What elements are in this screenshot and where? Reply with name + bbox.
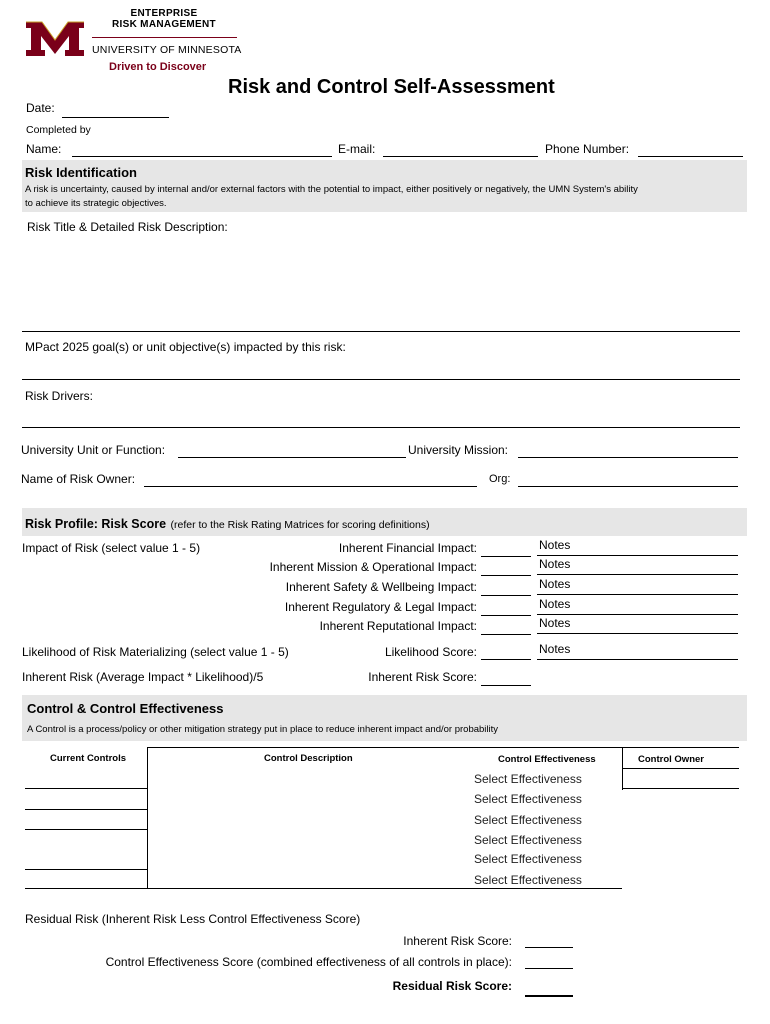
- inherent-risk-label: Inherent Risk (Average Impact * Likelihood)/5: [22, 670, 264, 684]
- date-underline: [62, 117, 169, 118]
- page-title: Risk and Control Self-Assessment: [228, 76, 555, 98]
- inherent-score-input[interactable]: [482, 668, 530, 684]
- impact-notes-underline-1: [537, 574, 738, 575]
- impact-notes-underline-0: [537, 555, 738, 556]
- likelihood-notes[interactable]: Notes: [539, 642, 571, 656]
- risk-description-textarea[interactable]: [26, 238, 740, 330]
- likelihood-score-label: Likelihood Score:: [384, 645, 477, 659]
- impact-label-3: Inherent Regulatory & Legal Impact:: [284, 600, 477, 614]
- residual-score-underline: [525, 995, 573, 997]
- controls-heading: Control & Control Effectiveness: [27, 701, 224, 716]
- likelihood-score-input[interactable]: [482, 643, 530, 659]
- impact-label-1: Inherent Mission & Operational Impact:: [269, 560, 477, 574]
- name-underline: [72, 156, 332, 157]
- risk-profile-note: (refer to the Risk Rating Matrices for scoring definitions): [170, 519, 430, 531]
- mission-underline: [518, 457, 738, 458]
- impact-score-input-1[interactable]: [482, 559, 530, 575]
- owner-header-line: [622, 768, 739, 769]
- effectiveness-select-4[interactable]: Select Effectiveness: [474, 852, 582, 866]
- mission-label: University Mission:: [408, 443, 509, 457]
- name-input[interactable]: [72, 141, 330, 157]
- phone-label: Phone Number:: [545, 142, 630, 156]
- impact-score-input-4[interactable]: [482, 618, 530, 634]
- impact-notes-2[interactable]: Notes: [539, 577, 571, 591]
- table-row-line-0: [25, 788, 148, 789]
- risk-drivers-label: Risk Drivers:: [25, 389, 93, 403]
- header-divider: [92, 37, 237, 38]
- tagline: Driven to Discover: [109, 61, 207, 73]
- impact-score-underline-3: [481, 615, 531, 616]
- risk-owner-label: Name of Risk Owner:: [21, 472, 136, 486]
- table-row-line-4: [25, 888, 148, 889]
- table-row-line-1: [25, 809, 148, 810]
- impact-label-2: Inherent Safety & Wellbeing Impact:: [285, 580, 477, 594]
- unit-underline: [178, 457, 406, 458]
- table-row-line-3: [25, 869, 148, 870]
- completed-by-label: Completed by: [26, 124, 91, 136]
- impact-label-4: Inherent Reputational Impact:: [319, 619, 477, 633]
- org-underline: [518, 486, 738, 487]
- risk-owner-input[interactable]: [144, 470, 476, 486]
- org-label: Org:: [489, 473, 511, 485]
- mpact-input[interactable]: [26, 358, 736, 376]
- impact-label-0: Inherent Financial Impact:: [338, 541, 477, 555]
- impact-notes-3[interactable]: Notes: [539, 597, 571, 611]
- table-divider-2: [622, 748, 623, 790]
- org-name: [104, 8, 224, 30]
- risk-drivers-input[interactable]: [26, 406, 736, 424]
- col-control-owner: Control Owner: [638, 754, 704, 765]
- effectiveness-select-0[interactable]: Select Effectiveness: [474, 772, 582, 786]
- impact-notes-1[interactable]: Notes: [539, 557, 571, 571]
- mpact-label: MPact 2025 goal(s) or unit objective(s) impacted by this risk:: [25, 340, 346, 354]
- name-label: Name:: [26, 142, 62, 156]
- table-row-line-2: [25, 829, 148, 830]
- email-underline: [383, 156, 538, 157]
- umn-m-icon: [24, 18, 86, 58]
- risk-definition-line2: to achieve its strategic objectives.: [25, 198, 167, 209]
- mpact-underline: [22, 379, 740, 380]
- residual-inherent-input[interactable]: [526, 932, 572, 948]
- risk-profile-heading: Risk Profile: Risk Score: [25, 517, 167, 531]
- inherent-score-underline: [481, 685, 531, 686]
- email-input[interactable]: [383, 141, 537, 157]
- email-label: E-mail:: [338, 142, 376, 156]
- table-top-line: [147, 747, 739, 748]
- residual-inherent-underline: [525, 947, 573, 948]
- mission-input[interactable]: [518, 441, 736, 457]
- residual-score-input[interactable]: [526, 977, 572, 993]
- risk-profile-heading-row: [25, 515, 430, 533]
- org-line2: RISK MANAGEMENT: [112, 19, 216, 30]
- residual-label: Residual Risk (Inherent Risk Less Control Effectiveness Score): [25, 912, 361, 926]
- impact-notes-4[interactable]: Notes: [539, 616, 571, 630]
- effectiveness-select-1[interactable]: Select Effectiveness: [474, 792, 582, 806]
- unit-input[interactable]: [178, 441, 404, 457]
- phone-underline: [638, 156, 743, 157]
- impact-notes-0[interactable]: Notes: [539, 538, 571, 552]
- impact-score-input-0[interactable]: [482, 540, 530, 556]
- impact-score-input-2[interactable]: [482, 579, 530, 595]
- phone-input[interactable]: [638, 141, 742, 157]
- risk-identification-heading: Risk Identification: [25, 165, 137, 180]
- likelihood-label: Likelihood of Risk Materializing (select value 1 - 5): [22, 645, 289, 659]
- impact-score-underline-2: [481, 595, 531, 596]
- umn-logo: [24, 18, 86, 58]
- impact-score-input-3[interactable]: [482, 599, 530, 615]
- col-control-description: Control Description: [264, 753, 353, 764]
- likelihood-score-underline: [481, 659, 531, 660]
- control-effectiveness-score-input[interactable]: [526, 953, 572, 969]
- residual-inherent-label: Inherent Risk Score:: [403, 934, 512, 948]
- risk-owner-underline: [144, 486, 477, 487]
- residual-score-label: Residual Risk Score:: [392, 979, 512, 993]
- impact-notes-underline-4: [537, 633, 738, 634]
- col-current-controls: Current Controls: [50, 753, 126, 764]
- unit-label: University Unit or Function:: [21, 443, 166, 457]
- org-input[interactable]: [518, 470, 736, 486]
- control-effectiveness-score-label: Control Effectiveness Score (combined effectiveness of all controls in place):: [105, 955, 512, 969]
- table-row-line-5: [147, 888, 622, 889]
- effectiveness-select-5[interactable]: Select Effectiveness: [474, 873, 582, 887]
- org-line1: ENTERPRISE: [130, 8, 198, 19]
- university-name: UNIVERSITY OF MINNESOTA: [92, 44, 242, 56]
- impact-score-underline-1: [481, 575, 531, 576]
- impact-score-underline-0: [481, 556, 531, 557]
- controls-description: A Control is a process/policy or other mitigation strategy put in place to reduce inherent impact and/or probability: [27, 724, 499, 735]
- effectiveness-select-3[interactable]: Select Effectiveness: [474, 833, 582, 847]
- risk-description-underline: [22, 331, 740, 332]
- owner-row-line: [622, 788, 739, 789]
- control-effectiveness-score-underline: [525, 968, 573, 969]
- impact-notes-underline-2: [537, 594, 738, 595]
- risk-drivers-underline: [22, 427, 740, 428]
- col-control-effectiveness: Control Effectiveness: [498, 754, 596, 765]
- likelihood-notes-underline: [537, 659, 738, 660]
- risk-title-label: Risk Title & Detailed Risk Description:: [27, 220, 228, 234]
- inherent-score-label: Inherent Risk Score:: [368, 670, 477, 684]
- date-label: Date:: [26, 101, 55, 115]
- risk-definition-line1: A risk is uncertainty, caused by internal and/or external factors with the potential to impact, either positively or negatively, the UMN System's ability: [25, 184, 638, 195]
- date-input[interactable]: [62, 100, 168, 116]
- effectiveness-select-2[interactable]: Select Effectiveness: [474, 813, 582, 827]
- impact-notes-underline-3: [537, 614, 738, 615]
- table-divider-1: [147, 748, 148, 889]
- impact-score-underline-4: [481, 634, 531, 635]
- impact-label: Impact of Risk (select value 1 - 5): [22, 541, 201, 555]
